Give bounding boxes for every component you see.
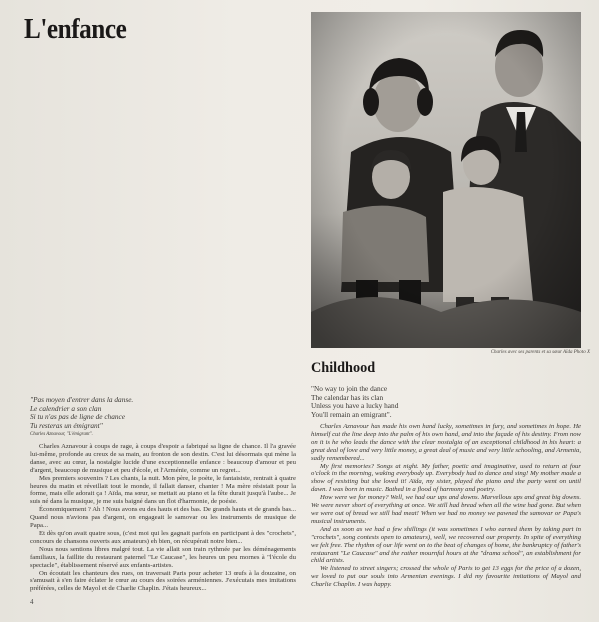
poem-en	[311, 385, 398, 419]
paragraph: Mes premiers souvenirs ? Les chants, la nuit. Mon père, le poète, le fantaisiste, rentrait à quatre heures du matin et réveillait tout le monde, il fallait danser, chanter ! Ma mère résistait pour la forme, mais elle adorait ça ! Aïda, ma sœur, se mettait au piano et la fête durait jusqu'à l'aube... Je suis né dans la musique, je me suis baigné dans un flot d'harmonie, de poésie.	[30, 474, 296, 506]
paragraph: We listened to street singers; crossed the whole of Paris to get 13 eggs for the price of a dozen, we loved to put our souls into Armenian evenings. I did my favourite imitations of Mayol and Charlie Chaplin. I was happy.	[311, 565, 581, 589]
poem-fr	[30, 396, 133, 440]
poem-line: "Pas moyen d'entrer dans la danse.	[30, 395, 134, 404]
poem-line: "No way to join the dance	[311, 384, 388, 393]
poem-line: You'll remain an emigrant".	[311, 409, 392, 419]
paragraph: How were we for money? Well, we had our ups and downs. Marvellous ups and great big downs. We were never short of everything at once. We still had bread when all the wine had gone. But when we were out of bread we still had meat! When we had no money we pawned the samovar or Papa's musical instruments.	[311, 494, 581, 525]
poem-credit: Charles Aznavour, "L'émigrant".	[30, 432, 93, 438]
poem-line: Tu resteras un émigrant"	[30, 420, 103, 430]
page-title: L'enfance	[24, 14, 127, 45]
body-text-en	[311, 423, 581, 589]
paragraph: On écoutait les chanteurs des rues, on traversait Paris pour acheter 13 œufs à la douzaine, on s'amusait à s'en faire éclater le cœur au cours des soirées arméniennes. J'exécutais mes imitations préférées, celles de Mayol et de Charlie Chaplin. J'étais heureux...	[30, 569, 296, 593]
photo-caption	[440, 350, 590, 355]
body-text-fr	[30, 443, 296, 593]
photo-credit: Photo X	[573, 350, 590, 355]
poem-line: The calendar has its clan	[311, 392, 384, 402]
paragraph: And as soon as we had a few shillings (it was sometimes I who earned them by taking part in "crochets", song contests open to amateurs), well, we recovered our property. In spite of everything we felt free. The rhythm of our life went on to the beat of changes of home, the bankruptcy of father's restaurant "Le Caucase" and the rather mournful hours at the "drama school", an establishment for child artists.	[311, 525, 581, 565]
paragraph: Économiquement ? Ah ! Nous avons eu des hauts et des bas. De grands hauts et de grands bas... Quand nous n'avions pas d'argent, on engageait le samovar ou les instruments de musique de Papa...	[30, 506, 296, 530]
paragraph: Charles Aznavour à coups de rage, à coups d'espoir a fabriqué sa ligne de chance. Il l'a gravée lui-même, profonde au creux de sa main, au fronton de son destin. C'est lui désormais qui mène la danse, avec au cœur, la nostalgie lucide d'une exceptionnelle enfance : beaucoup d'amour et peu d'argent, beaucoup de musique et peu d'école, et l'Arménie, comme un regret...	[30, 443, 296, 474]
poem-line: Unless you have a lucky hand	[311, 401, 399, 411]
paragraph: Charles Aznavour has made his own hand lucky, sometimes in fury, and sometimes in hope. He himself cut the line deep into the palm of his own hand, and into the façade of his destiny. From now on it is he who leads the dance with the clear nostalgia of an exceptional childhood in his heart: a great deal of love and very little money, a great deal of music and very little schooling, and Armenia, sadly remembered...	[311, 423, 581, 462]
photo-caption-text: Charles avec ses parents et sa sœur Aïda	[490, 350, 573, 355]
poem-line: Le calendrier a son clan	[30, 403, 102, 413]
section-title-en: Childhood	[311, 360, 376, 376]
family-photo-image	[311, 12, 581, 348]
paragraph: Et dès qu'on avait quatre sous, (c'est moi qui les gagnait parfois en participant à des "crochets", concours de chansons ouverts aux amateurs) eh bien, on récupérait notre bien...	[30, 529, 296, 545]
paragraph: Nous nous sentions libres malgré tout. La vie allait son train rythmée par les déménagements familiaux, la faillite du restaurant paternel "Le Caucase", les heures un peu mornes à "l'école du spectacle", établissement réservé aux enfants-artistes.	[30, 545, 296, 569]
family-photo	[311, 12, 581, 348]
poem-line: Si tu n'as pas de ligne de chance	[30, 412, 125, 422]
paragraph: My first memories? Songs at night. My father, poetic and imaginative, used to return at four o'clock in the morning, waking everybody up. Everybody had to dance and sing! My mother made a show of resisting but she loved it! Aïda, my sister, played the piano and the party went on until dawn. I was born in music. Bathed in a flood of harmony and poetry.	[311, 462, 581, 494]
page-number: 4	[30, 598, 34, 606]
